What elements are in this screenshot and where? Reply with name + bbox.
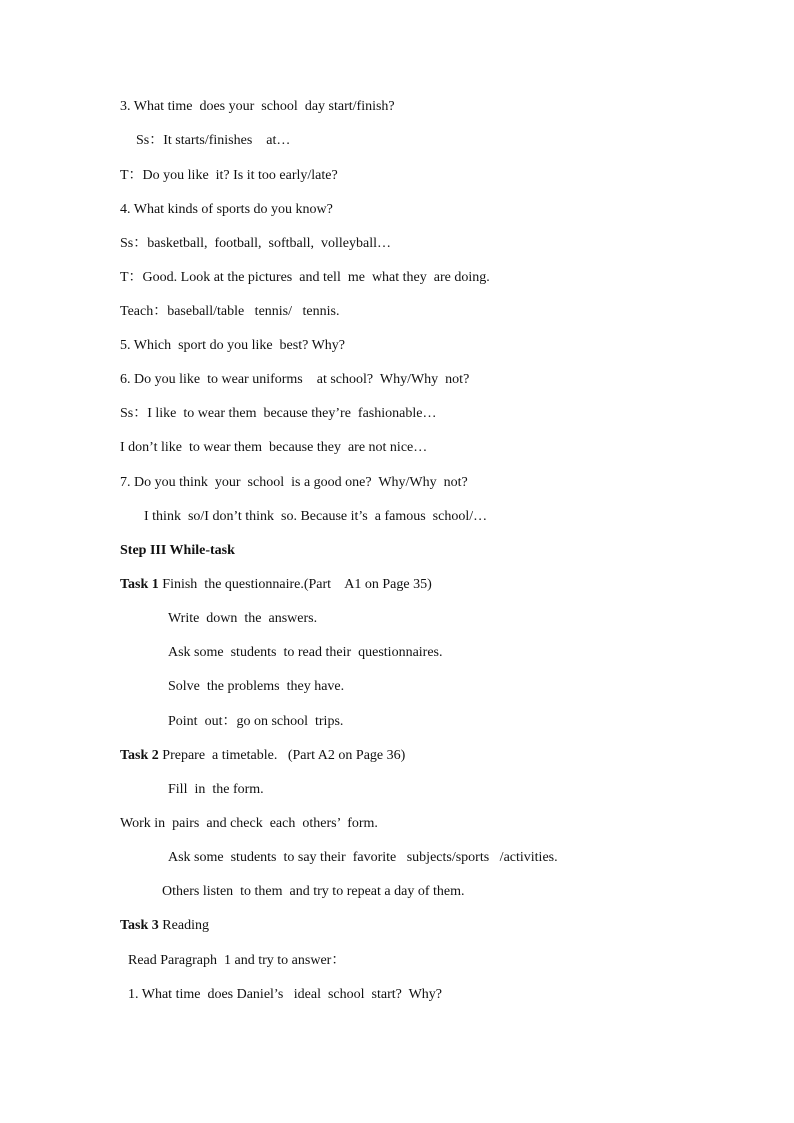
task-description: Prepare a timetable. (Part A2 on Page 36) bbox=[158, 748, 406, 763]
teach-line: Teach：baseball/table tennis/ tennis. bbox=[120, 304, 340, 319]
question-5: 5. Which sport do you like best? Why? bbox=[120, 338, 345, 353]
task-step: Fill in the form. bbox=[168, 782, 264, 797]
reading-instruction: Read Paragraph 1 and try to answer： bbox=[128, 953, 346, 968]
task-step: Point out：go on school trips. bbox=[168, 714, 344, 729]
task-description: Reading bbox=[158, 918, 209, 933]
reading-question-1: 1. What time does Daniel’s ideal school start? Why? bbox=[128, 987, 443, 1002]
answer-line: Ss：It starts/finishes at… bbox=[136, 133, 291, 148]
answer-line: Ss：basketball, football, softball, volleyball… bbox=[120, 236, 392, 251]
question-7: 7. Do you think your school is a good one? Why/Why not? bbox=[120, 475, 468, 490]
answer-line: Ss：I like to wear them because they’re fashionable… bbox=[120, 406, 437, 421]
task-step: Work in pairs and check each others’ form. bbox=[120, 816, 378, 831]
answer-line: I don’t like to wear them because they are not nice… bbox=[120, 440, 428, 455]
task-description: Finish the questionnaire.(Part A1 on Page 35) bbox=[158, 577, 432, 592]
question-6: 6. Do you like to wear uniforms at school? Why/Why not? bbox=[120, 372, 470, 387]
answer-line: I think so/I don’t think so. Because it’s a famous school/… bbox=[144, 509, 488, 524]
question-3: 3. What time does your school day start/finish? bbox=[120, 99, 395, 114]
task-label: Task 1 bbox=[120, 577, 159, 592]
task-step: Ask some students to read their questionnaires. bbox=[168, 645, 443, 660]
task-step: Solve the problems they have. bbox=[168, 679, 345, 694]
task-step: Ask some students to say their favorite subjects/sports /activities. bbox=[168, 850, 558, 865]
task-step: Others listen to them and try to repeat a day of them. bbox=[162, 884, 465, 899]
task-label: Task 2 bbox=[120, 748, 159, 763]
teacher-line: T：Do you like it? Is it too early/late? bbox=[120, 168, 338, 183]
task-2-line bbox=[120, 747, 405, 765]
task-1-line bbox=[120, 576, 432, 594]
step-heading: Step III While-task bbox=[120, 543, 235, 558]
task-label: Task 3 bbox=[120, 918, 159, 933]
teacher-line: T：Good. Look at the pictures and tell me what they are doing. bbox=[120, 270, 490, 285]
question-4: 4. What kinds of sports do you know? bbox=[120, 202, 333, 217]
task-3-line bbox=[120, 917, 209, 935]
task-step: Write down the answers. bbox=[168, 611, 318, 626]
